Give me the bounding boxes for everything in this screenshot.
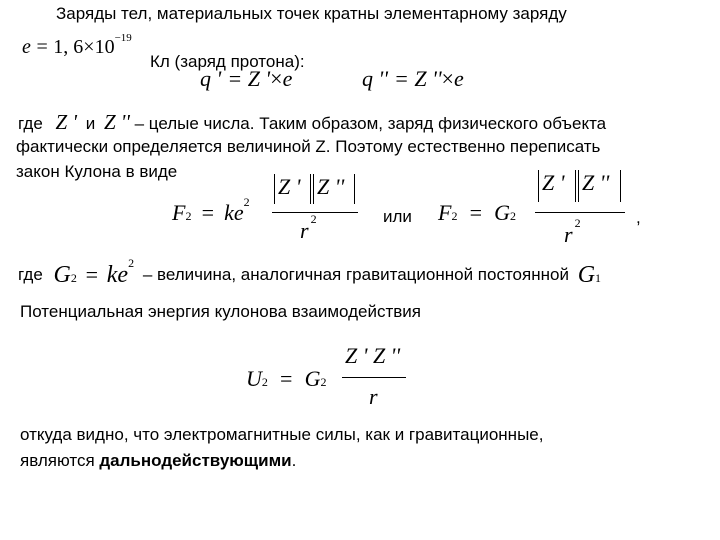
g-symbol: G: [304, 366, 321, 391]
unit-note: Кл (заряд протона):: [150, 52, 305, 71]
g-symbol: G: [53, 262, 71, 288]
power-base: 10: [94, 36, 115, 58]
heading: Заряды тел, материальных точек кратны элементарному заряду: [56, 4, 567, 23]
e-symbol: e: [453, 66, 464, 91]
z-prime-numerator: Z ': [542, 170, 565, 195]
abs-bar: [354, 174, 355, 204]
z-prime-numerator: Z ': [278, 174, 301, 199]
and-word: и: [85, 114, 96, 133]
abs-bar: [538, 170, 539, 202]
equals-sign: =: [201, 200, 214, 225]
fraction-bar: [535, 212, 625, 213]
z-double-prime-numerator: Z '': [582, 170, 610, 195]
coulomb-g-lhs: [438, 200, 516, 226]
z-prime: Z ': [55, 110, 77, 134]
e-superscript: 2: [243, 194, 250, 209]
z-double-prime-term: = Z '': [394, 66, 442, 91]
coulomb-lhs: [172, 194, 250, 226]
f-symbol: F: [438, 200, 452, 225]
r-superscript: 2: [310, 211, 317, 226]
where-prefix: где: [18, 114, 43, 133]
equals-sign: =: [85, 262, 99, 287]
coulomb-g-denominator: [564, 215, 581, 248]
abs-bar: [620, 170, 621, 202]
conclusion-line2: [20, 451, 296, 471]
z-prime-term: = Z ': [227, 66, 271, 91]
conclusion-emphasis: дальнодействующими: [99, 451, 292, 470]
equals-sign: =: [280, 366, 293, 391]
conclusion-prefix: являются: [20, 451, 95, 470]
u-symbol: U: [246, 366, 262, 391]
elementary-charge-formula: [22, 32, 132, 59]
times-sign: ×: [83, 36, 95, 58]
abs-bar: [578, 170, 579, 202]
ke-superscript: 2: [128, 256, 135, 271]
equals-sign: =: [469, 200, 482, 225]
g1-subscript: 1: [595, 271, 602, 285]
q-double-prime: q '': [362, 66, 388, 91]
f-symbol: F: [172, 200, 186, 225]
potential-denominator: r: [369, 384, 378, 409]
where-text: – целые числа. Таким образом, заряд физического объекта: [134, 114, 607, 133]
where2-line: [18, 256, 602, 289]
g-subscript: 2: [510, 209, 517, 223]
paragraph2-line1: фактически определяется величиной Z. Поэтому естественно переписать: [16, 137, 601, 156]
potential-heading: Потенциальная энергия кулонова взаимодействия: [20, 302, 421, 321]
r-symbol: r: [300, 218, 309, 243]
f-subscript: 2: [185, 209, 192, 223]
conclusion-line1: откуда видно, что электромагнитные силы, как и гравитационные,: [20, 425, 544, 444]
where-line: [18, 110, 606, 135]
abs-bar: [313, 174, 314, 204]
g1-symbol: G: [577, 262, 596, 288]
z-double-prime: Z '': [103, 110, 130, 134]
conclusion-end: .: [291, 451, 297, 470]
potential-lhs: [246, 366, 326, 392]
coulomb-denominator: [300, 211, 317, 244]
g-subscript: 2: [320, 375, 327, 389]
equals-sign: =: [36, 36, 48, 58]
e-symbol: e: [282, 66, 293, 91]
times-sign: ×: [270, 66, 283, 91]
abs-bar: [274, 174, 275, 204]
ke-symbol: ke: [224, 200, 244, 225]
fraction-bar: [342, 377, 406, 378]
trailing-comma: ,: [636, 208, 641, 227]
u-subscript: 2: [261, 375, 268, 389]
e-symbol: e: [22, 36, 31, 58]
where2-prefix: где: [18, 265, 43, 284]
paragraph2-line2: закон Кулона в виде: [16, 162, 178, 181]
abs-bar: [310, 174, 311, 204]
or-word: или: [383, 207, 412, 226]
r-symbol: r: [564, 222, 573, 247]
q-prime-formula: [200, 66, 292, 92]
potential-numerator: Z ' Z '': [345, 343, 401, 368]
r-superscript: 2: [574, 215, 581, 230]
power-exponent: −19: [114, 32, 132, 45]
abs-bar: [575, 170, 576, 202]
q-double-prime-formula: [362, 66, 464, 92]
z-double-prime-numerator: Z '': [317, 174, 345, 199]
mantissa: 1, 6: [53, 36, 84, 58]
q-prime: q ': [200, 66, 222, 91]
ke-symbol: ke: [106, 262, 129, 288]
f-subscript: 2: [451, 209, 458, 223]
times-sign: ×: [441, 66, 454, 91]
g-symbol: G: [494, 200, 511, 225]
g-subscript: 2: [70, 271, 77, 285]
where2-text: – величина, аналогичная гравитационной постоянной: [142, 265, 569, 284]
